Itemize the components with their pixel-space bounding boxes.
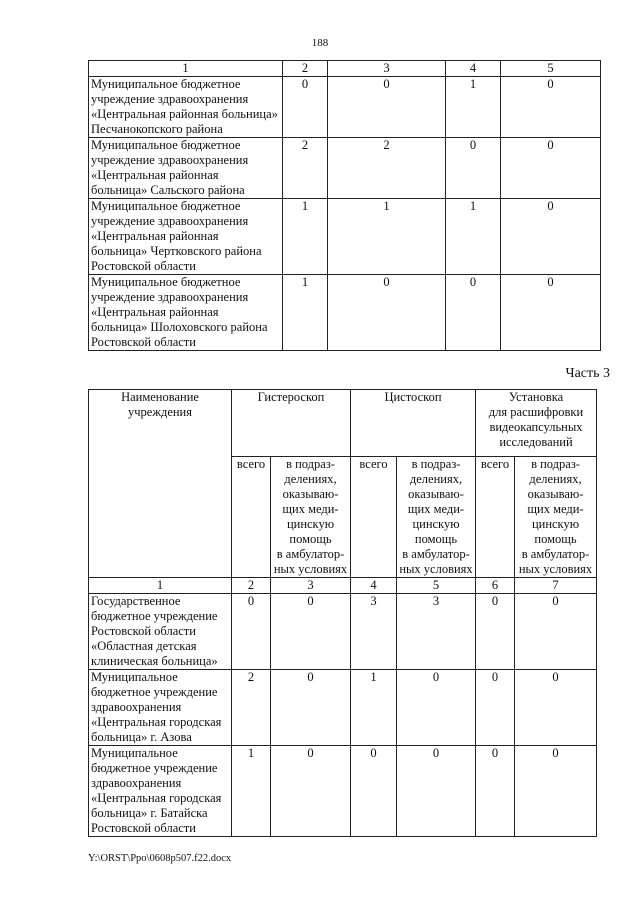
column-number: 3 bbox=[328, 61, 446, 77]
value-cell: 0 bbox=[501, 138, 601, 199]
column-number: 3 bbox=[271, 578, 351, 594]
value-cell: 0 bbox=[397, 746, 476, 837]
column-number: 4 bbox=[351, 578, 397, 594]
value-cell: 1 bbox=[446, 199, 501, 275]
value-cell: 2 bbox=[328, 138, 446, 199]
page-number: 188 bbox=[311, 37, 329, 49]
value-cell: 3 bbox=[351, 594, 397, 670]
equipment-table-part2 bbox=[88, 60, 601, 351]
column-number: 1 bbox=[89, 61, 283, 77]
column-number: 6 bbox=[476, 578, 515, 594]
value-cell: 0 bbox=[328, 275, 446, 351]
value-cell: 0 bbox=[476, 746, 515, 837]
value-cell: 0 bbox=[515, 594, 597, 670]
group-header-capsule-decoder: Установка для расшифровки видеокапсульных исследований bbox=[476, 390, 597, 457]
value-cell: 0 bbox=[283, 77, 328, 138]
value-cell: 0 bbox=[271, 594, 351, 670]
table-row bbox=[89, 138, 601, 199]
subheader-ambulatory: в подраз- делениях, оказываю- щих меди- цинскую помощь в амбулатор- ных условиях bbox=[271, 457, 351, 578]
value-cell: 0 bbox=[501, 275, 601, 351]
value-cell: 1 bbox=[283, 199, 328, 275]
value-cell: 0 bbox=[397, 670, 476, 746]
value-cell: 0 bbox=[446, 138, 501, 199]
value-cell: 1 bbox=[351, 670, 397, 746]
equipment-table-part3 bbox=[88, 389, 597, 837]
institution-name: Муниципальное бюджетное учреждение здравоохранения «Центральная городская больница» г. Батайска Ростовской области bbox=[89, 746, 232, 837]
institution-name: Муниципальное бюджетное учреждение здравоохранения «Центральная районная больница» Чертковского района Ростовской области bbox=[89, 199, 283, 275]
subheader-ambulatory: в подраз- делениях, оказываю- щих меди- цинскую помощь в амбулатор- ных условиях bbox=[397, 457, 476, 578]
value-cell: 1 bbox=[232, 746, 271, 837]
institution-name: Государственное бюджетное учреждение Ростовской области «Областная детская клиническая больница» bbox=[89, 594, 232, 670]
subheader-ambulatory: в подраз- делениях, оказываю- щих меди- цинскую помощь в амбулатор- ных условиях bbox=[515, 457, 597, 578]
subheader-total: всего bbox=[232, 457, 271, 578]
header-row bbox=[89, 390, 597, 457]
value-cell: 0 bbox=[232, 594, 271, 670]
table-row bbox=[89, 77, 601, 138]
subheader-total: всего bbox=[476, 457, 515, 578]
value-cell: 1 bbox=[283, 275, 328, 351]
subheader-total: всего bbox=[351, 457, 397, 578]
column-number: 1 bbox=[89, 578, 232, 594]
value-cell: 2 bbox=[283, 138, 328, 199]
value-cell: 3 bbox=[397, 594, 476, 670]
value-cell: 0 bbox=[351, 746, 397, 837]
table-row bbox=[89, 670, 597, 746]
value-cell: 0 bbox=[501, 77, 601, 138]
column-number: 2 bbox=[232, 578, 271, 594]
value-cell: 0 bbox=[446, 275, 501, 351]
column-number-row bbox=[89, 578, 597, 594]
table-row bbox=[89, 199, 601, 275]
value-cell: 0 bbox=[271, 670, 351, 746]
value-cell: 1 bbox=[328, 199, 446, 275]
value-cell: 0 bbox=[271, 746, 351, 837]
table-row bbox=[89, 275, 601, 351]
table-row bbox=[89, 594, 597, 670]
part-label: Часть 3 bbox=[565, 366, 610, 381]
value-cell: 0 bbox=[515, 670, 597, 746]
column-number: 5 bbox=[397, 578, 476, 594]
value-cell: 1 bbox=[446, 77, 501, 138]
column-number-row bbox=[89, 61, 601, 77]
value-cell: 2 bbox=[232, 670, 271, 746]
institution-name: Муниципальное бюджетное учреждение здравоохранения «Центральная районная больница» Песчанокопского района bbox=[89, 77, 283, 138]
value-cell: 0 bbox=[476, 670, 515, 746]
column-number: 5 bbox=[501, 61, 601, 77]
value-cell: 0 bbox=[476, 594, 515, 670]
value-cell: 0 bbox=[328, 77, 446, 138]
institution-name: Муниципальное бюджетное учреждение здравоохранения «Центральная районная больница» Шолоховского района Ростовской области bbox=[89, 275, 283, 351]
group-header-cystoscope: Цистоскоп bbox=[351, 390, 476, 457]
name-column-header: Наименование учреждения bbox=[89, 390, 232, 578]
file-path-footer: Y:\ORST\Ppo\0608p507.f22.docx bbox=[88, 853, 232, 864]
column-number: 7 bbox=[515, 578, 597, 594]
institution-name: Муниципальное бюджетное учреждение здравоохранения «Центральная районная больница» Сальского района bbox=[89, 138, 283, 199]
column-number: 2 bbox=[283, 61, 328, 77]
value-cell: 0 bbox=[501, 199, 601, 275]
group-header-hysteroscope: Гистероскоп bbox=[232, 390, 351, 457]
institution-name: Муниципальное бюджетное учреждение здравоохранения «Центральная городская больница» г. Азова bbox=[89, 670, 232, 746]
value-cell: 0 bbox=[515, 746, 597, 837]
column-number: 4 bbox=[446, 61, 501, 77]
table-row bbox=[89, 746, 597, 837]
